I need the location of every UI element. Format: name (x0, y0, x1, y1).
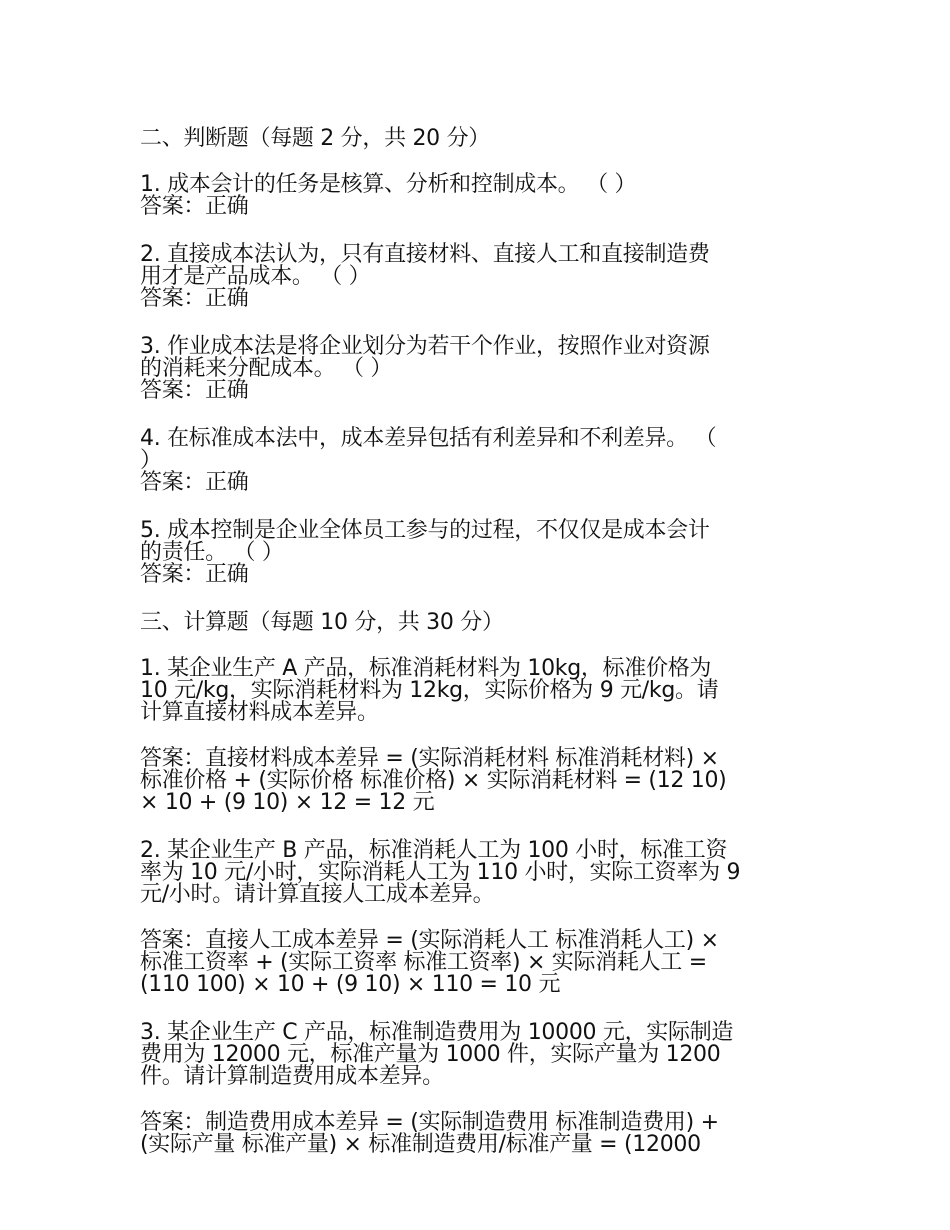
calculation-question-line: 件。请计算制造费用成本差异。 (140, 1064, 444, 1089)
judgment-answer: 答案：正确 (140, 378, 249, 403)
judgment-question-line: 3. 作业成本法是将企业划分为若干个作业，按照作业对资源 (140, 334, 710, 359)
calculation-question-line: 10 元/kg，实际消耗材料为 12kg，实际价格为 9 元/kg。请 (140, 678, 719, 703)
calculation-item-2 (140, 840, 820, 996)
section-title-judgment: 二、判断题（每题 2 分，共 20 分） (140, 126, 490, 151)
judgment-item-3 (140, 336, 820, 402)
judgment-answer: 答案：正确 (140, 562, 249, 587)
calculation-item-1 (140, 658, 820, 814)
judgment-question-line: 1. 成本会计的任务是核算、分析和控制成本。 （ ） (140, 172, 637, 197)
section-title-calculation: 三、计算题（每题 10 分，共 30 分） (140, 610, 504, 635)
calculation-question-line: 元/小时。请计算直接人工成本差异。 (140, 882, 495, 907)
judgment-item-5 (140, 520, 820, 586)
judgment-question-line: 的消耗来分配成本。 （ ） (140, 356, 393, 381)
judgment-answer: 答案：正确 (140, 194, 249, 219)
calculation-question-line: 3. 某企业生产 C 产品，标准制造费用为 10000 元，实际制造 (140, 1020, 734, 1045)
calculation-answer-line: 答案：制造费用成本差异 = (实际制造费用 标准制造费用) + (140, 1110, 719, 1135)
document-page (140, 128, 820, 1156)
calculation-question-line: 费用为 12000 元，标准产量为 1000 件，实际产量为 1200 (140, 1042, 721, 1067)
judgment-question-line: 用才是产品成本。 （ ） (140, 264, 371, 289)
judgment-answer: 答案：正确 (140, 470, 249, 495)
calculation-answer-line: 答案：直接材料成本差异 = (实际消耗材料 标准消耗材料) × (140, 746, 719, 771)
calculation-answer-line: (实际产量 标准产量) × 标准制造费用/标准产量 = (12000 (140, 1132, 701, 1157)
calculation-item-3 (140, 1022, 820, 1156)
judgment-question-line: ） (140, 448, 162, 473)
calculation-answer-line: 标准价格 + (实际价格 标准价格) × 实际消耗材料 = (12 10) (140, 768, 727, 793)
calculation-question-line: 1. 某企业生产 A 产品，标准消耗材料为 10kg，标准价格为 (140, 656, 712, 681)
judgment-question-line: 4. 在标准成本法中，成本差异包括有利差异和不利差异。 （ (140, 426, 717, 451)
calculation-question-line: 率为 10 元/小时，实际消耗人工为 110 小时，实际工资率为 9 (140, 860, 741, 885)
judgment-question-line: 的责任。 （ ） (140, 540, 284, 565)
judgment-item-1 (140, 174, 820, 218)
judgment-answer: 答案：正确 (140, 286, 249, 311)
calculation-answer-line: 标准工资率 + (实际工资率 标准工资率) × 实际消耗人工 = (140, 950, 707, 975)
judgment-question-line: 5. 成本控制是企业全体员工参与的过程，不仅仅是成本会计 (140, 518, 710, 543)
calculation-answer-line: × 10 + (9 10) × 12 = 12 元 (140, 790, 435, 815)
calculation-question-line: 计算直接材料成本差异。 (140, 700, 379, 725)
judgment-item-4 (140, 428, 820, 494)
calculation-answer-line: 答案：直接人工成本差异 = (实际消耗人工 标准消耗人工) × (140, 928, 719, 953)
calculation-question-line: 2. 某企业生产 B 产品，标准消耗人工为 100 小时，标准工资 (140, 838, 728, 863)
judgment-question-line: 2. 直接成本法认为，只有直接材料、直接人工和直接制造费 (140, 242, 710, 267)
judgment-item-2 (140, 244, 820, 310)
calculation-answer-line: (110 100) × 10 + (9 10) × 110 = 10 元 (140, 972, 561, 997)
